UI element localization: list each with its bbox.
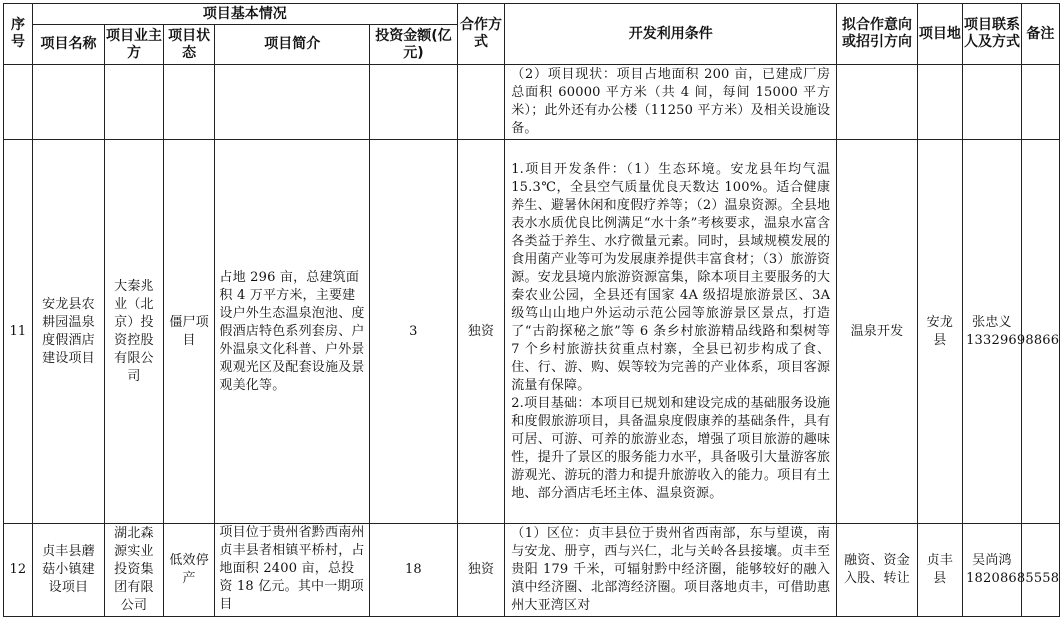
header-status: 项目状态	[163, 25, 215, 65]
header-conditions: 开发利用条件	[505, 4, 837, 65]
cell-status: 僵尸项目	[163, 140, 215, 524]
cell-intent: 融资、资金入股、转让	[837, 524, 917, 617]
cell-location	[917, 65, 962, 140]
cell-location: 安龙县	[917, 140, 962, 524]
header-coop: 合作方式	[457, 4, 504, 65]
project-table	[3, 3, 1060, 617]
cell-status	[163, 65, 215, 140]
cell-coop	[457, 65, 504, 140]
cell-investment	[370, 65, 458, 140]
header-intro: 项目简介	[215, 25, 370, 65]
cell-note	[1021, 524, 1059, 617]
cell-name: 贞丰县蘑菇小镇建设项目	[32, 524, 104, 617]
header-owner: 项目业主方	[105, 25, 164, 65]
cell-owner: 大秦兆业（北京）投资控股有限公司	[105, 140, 164, 524]
header-note: 备注	[1021, 4, 1059, 65]
cell-coop: 独资	[457, 524, 504, 617]
condition-paragraph: 1.项目开发条件：（1）生态环境。安龙县年均气温 15.3℃，全县空气质量优良天数达 100%。适合健康养生、避暑休闲和度假疗养等；（2）温泉资源。全县地表水水质优良比例满足“水十条”考核要求，温泉水富含各类益于养生、水疗微量元素。同时，县域规模发展的食用菌产业等可为发展康养提供丰富食材；（3）旅游资源。安龙县境内旅游资源富集，除本项目主要服务的大秦农业公园，全县还有国家 4A 级招堤旅游景区、3A 级笃山山地户外运动示范公园等旅游景区景点，打造了“古韵探秘之旅”等 6 条乡村旅游精品线路和梨树等 7 个乡村旅游扶贫重点村寨，全县已初步构成了食、住、行、游、购、娱等较为完善的产业体系，项目客源流量有保障。	[511, 161, 831, 393]
cell-investment: 18	[370, 524, 458, 617]
project-table-document	[3, 3, 1060, 617]
cell-conditions	[505, 524, 837, 617]
header-row-top	[4, 4, 1060, 25]
cell-index: 12	[4, 524, 33, 617]
table-row	[4, 140, 1060, 524]
cell-intro	[215, 65, 370, 140]
cell-contact: 吴尚鸿 18208685558	[963, 524, 1022, 617]
cell-index	[4, 65, 33, 140]
condition-paragraph: （2）项目现状：项目占地面积 200 亩，已建成厂房总面积 60000 平方米（共 4 间，每间 15000 平方米）；此外还有办公楼（11250 平方米）及相关设施设备。	[511, 67, 831, 136]
cell-owner	[105, 65, 164, 140]
cell-owner: 湖北森源实业投资集团有限公司	[105, 524, 164, 617]
cell-coop: 独资	[457, 140, 504, 524]
cell-name	[32, 65, 104, 140]
header-name: 项目名称	[32, 25, 104, 65]
header-investment: 投资金额(亿元)	[370, 25, 458, 65]
table-row	[4, 524, 1060, 617]
header-contact: 项目联系人及方式	[963, 4, 1022, 65]
cell-intro: 占地 296 亩，总建筑面积 4 万平方米，主要建设户外生态温泉泡池、度假酒店特色系列套房、户外温泉文化科普、户外景观观光区及配套设施及景观美化等。	[215, 140, 370, 524]
header-location: 项目地	[917, 4, 962, 65]
cell-index: 11	[4, 140, 33, 524]
cell-contact	[963, 65, 1022, 140]
cell-investment: 3	[370, 140, 458, 524]
cell-intent: 温泉开发	[837, 140, 917, 524]
header-group-basic-info: 项目基本情况	[32, 4, 457, 25]
cell-conditions	[505, 65, 837, 140]
cell-status: 低效停产	[163, 524, 215, 617]
cell-contact: 张忠义 13329698866	[963, 140, 1022, 524]
cell-conditions	[505, 140, 837, 524]
cell-intent	[837, 65, 917, 140]
condition-paragraph: 2.项目基础：本项目已规划和建设完成的基础服务设施和度假旅游项目，具备温泉度假康养的基础条件，具有可居、可游、可养的旅游业态，增强了项目旅游的趣味性，提升了景区的服务能力水平，具备吸引大量游客旅游观光、游玩的潜力和提升旅游收入的能力。项目有土地、部分酒店毛坯主体、温泉资源。	[511, 395, 831, 501]
cell-note	[1021, 65, 1059, 140]
cell-name: 安龙县农耕园温泉度假酒店建设项目	[32, 140, 104, 524]
header-intent: 拟合作意向或招引方向	[837, 4, 917, 65]
cell-note	[1021, 140, 1059, 524]
table-row	[4, 65, 1060, 140]
condition-paragraph: （1）区位：贞丰县位于贵州省西南部，东与望谟，南与安龙、册亨，西与兴仁，北与关岭各县接壤。贞丰至贵阳 179 千米，可辐射黔中经济圈，能够较好的融入滇中经济圈、北部湾经济圈。项目落地贞丰，可借助惠州大亚湾区对	[511, 526, 831, 613]
cell-intro: 项目位于贵州省黔西南州贞丰县者相镇平桥村，占地面积 2400 亩，总投资 18 亿元。其中一期项目	[215, 524, 370, 617]
cell-location: 贞丰县	[917, 524, 962, 617]
header-index: 序号	[4, 4, 33, 65]
